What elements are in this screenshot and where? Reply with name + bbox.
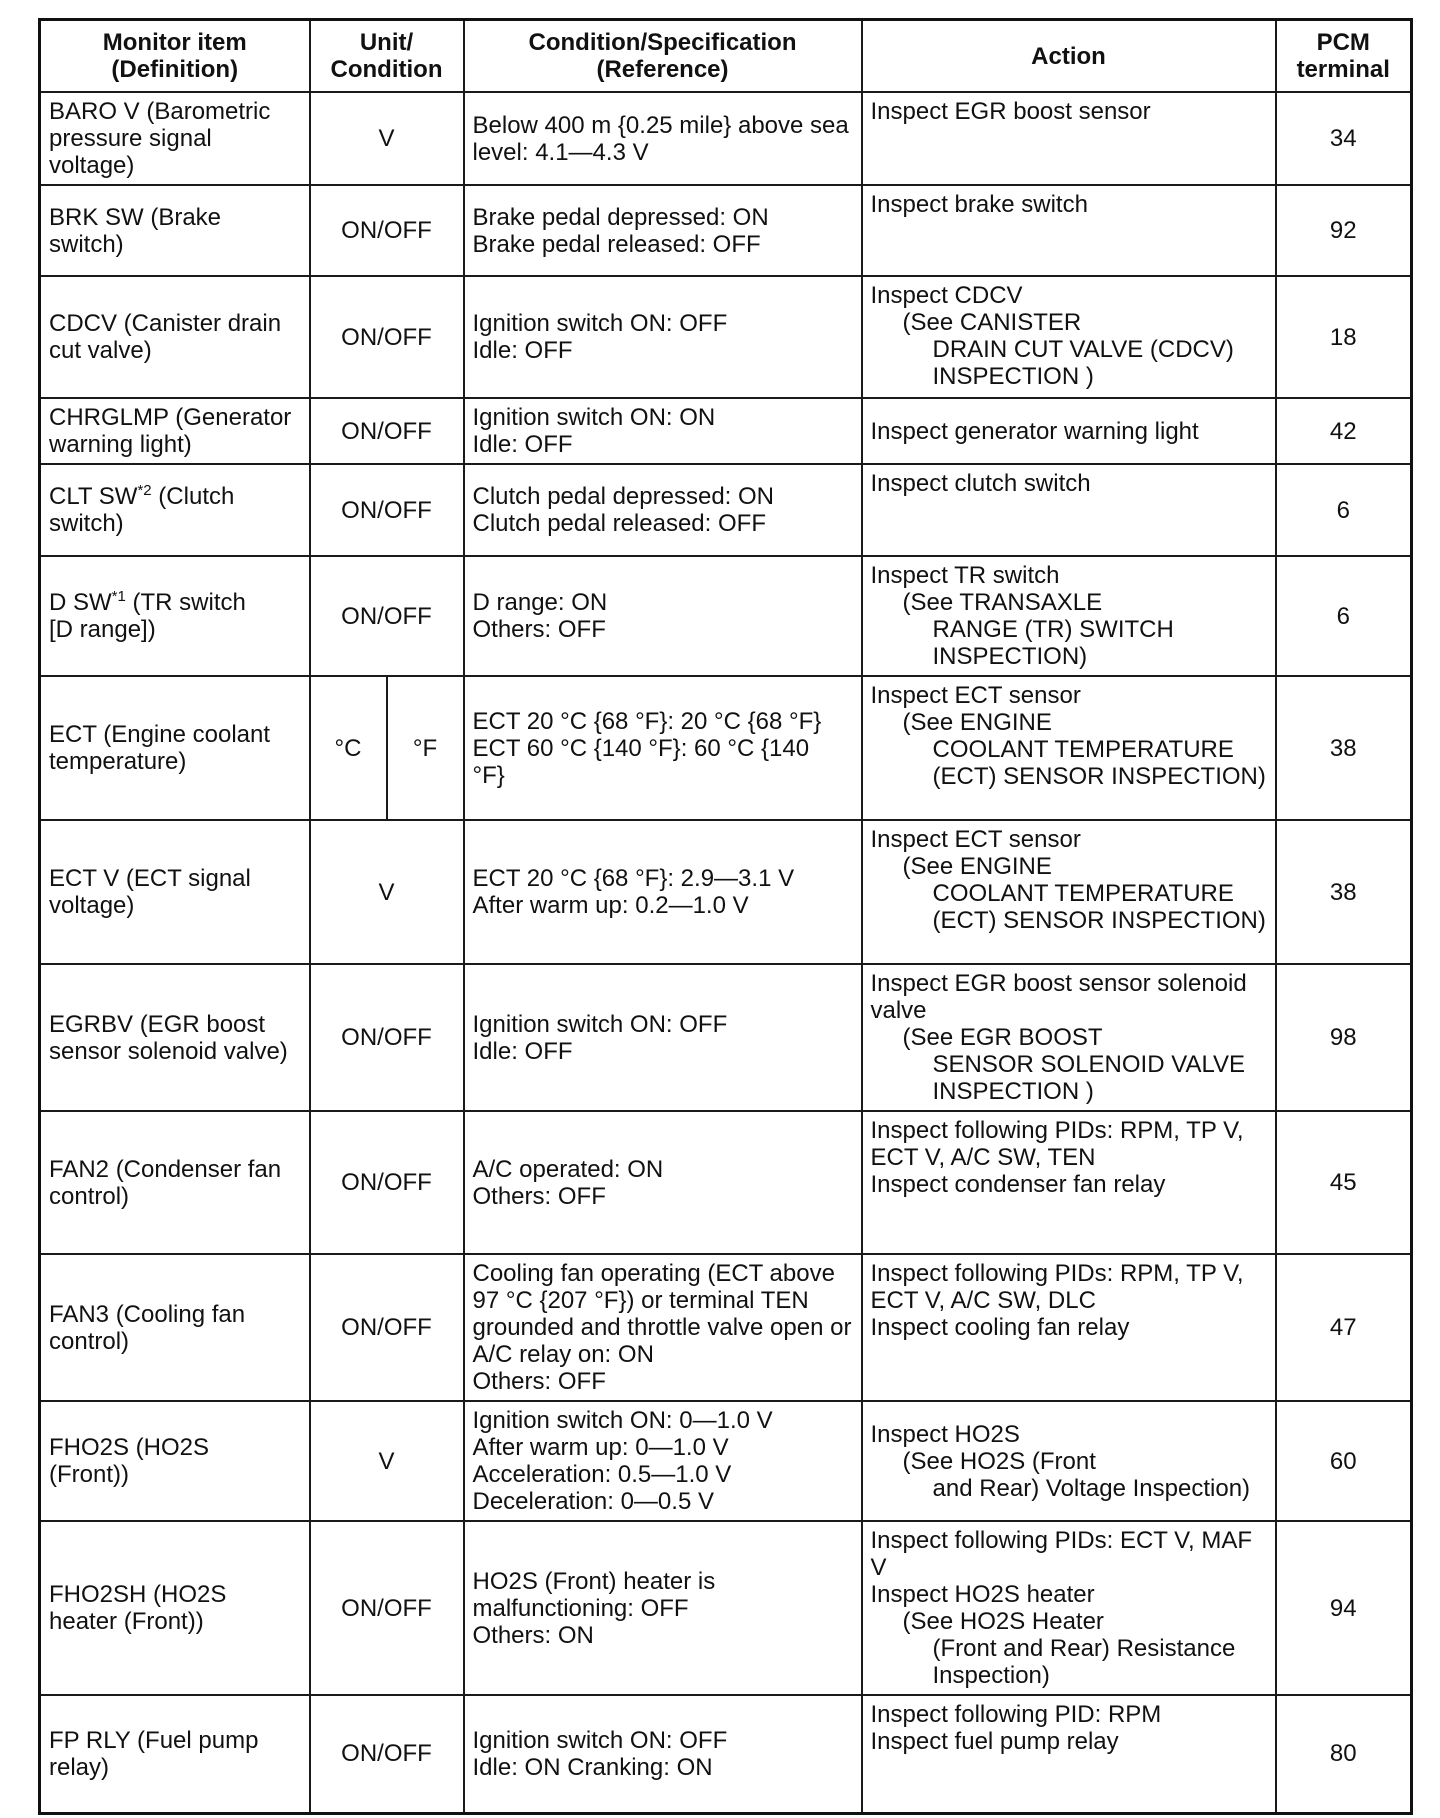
action-cell: Inspect EGR boost sensor solenoid valve (See EGR BOOST SENSOR SOLENOID VALVE INSPECTION ) <box>862 964 1276 1111</box>
unit-cell: V <box>310 92 464 185</box>
monitor-item-cell: CHRGLMP (Generator warning light) <box>40 398 310 464</box>
condition-cell: Cooling fan operating (ECT above 97 °C {207 °F}) or terminal TEN grounded and throttle valve open or A/C relay on: ON Others: OFF <box>464 1254 862 1401</box>
pcm-terminal-cell: 80 <box>1276 1695 1412 1813</box>
monitor-item-cell: EGRBV (EGR boost sensor solenoid valve) <box>40 964 310 1111</box>
action-cell: Inspect ECT sensor (See ENGINE COOLANT TEMPERATURE (ECT) SENSOR INSPECTION) <box>862 820 1276 964</box>
condition-cell: Ignition switch ON: OFF Idle: ON Cranking: ON <box>464 1695 862 1813</box>
monitor-item-table <box>38 18 1413 1815</box>
table-row <box>40 185 1412 276</box>
condition-cell: ECT 20 °C {68 °F}: 20 °C {68 °F} ECT 60 °C {140 °F}: 60 °C {140 °F} <box>464 676 862 820</box>
header-monitor-item: Monitor item (Definition) <box>40 20 310 93</box>
pcm-terminal-cell: 47 <box>1276 1254 1412 1401</box>
pcm-terminal-cell: 94 <box>1276 1521 1412 1695</box>
condition-cell: Ignition switch ON: OFF Idle: OFF <box>464 276 862 398</box>
header-condition-specification: Condition/Specification (Reference) <box>464 20 862 93</box>
unit-cell: V <box>310 820 464 964</box>
action-cell: Inspect following PID: RPM Inspect fuel pump relay <box>862 1695 1276 1813</box>
monitor-item-cell: FHO2SH (HO2S heater (Front)) <box>40 1521 310 1695</box>
unit-celsius-cell: °C <box>310 676 387 820</box>
header-pcm-terminal: PCM terminal <box>1276 20 1412 93</box>
table-row <box>40 92 1412 185</box>
action-cell: Inspect clutch switch <box>862 464 1276 556</box>
pcm-terminal-cell: 92 <box>1276 185 1412 276</box>
condition-cell: HO2S (Front) heater is malfunctioning: OFF Others: ON <box>464 1521 862 1695</box>
action-cell: Inspect generator warning light <box>862 398 1276 464</box>
condition-cell: Below 400 m {0.25 mile} above sea level: 4.1—4.3 V <box>464 92 862 185</box>
monitor-item-cell: D SW$^{*1}$ (TR switch [D range]) <box>40 556 310 676</box>
condition-cell: Ignition switch ON: ON Idle: OFF <box>464 398 862 464</box>
pcm-terminal-cell: 98 <box>1276 964 1412 1111</box>
action-cell: Inspect EGR boost sensor <box>862 92 1276 185</box>
table-row <box>40 1111 1412 1254</box>
unit-cell: ON/OFF <box>310 398 464 464</box>
spec-page <box>38 18 1410 1815</box>
header-action: Action <box>862 20 1276 93</box>
table-row <box>40 1521 1412 1695</box>
action-cell: Inspect CDCV (See CANISTER DRAIN CUT VALVE (CDCV) INSPECTION ) <box>862 276 1276 398</box>
unit-cell: V <box>310 1401 464 1521</box>
header-row <box>40 20 1412 93</box>
table-row <box>40 398 1412 464</box>
unit-cell: ON/OFF <box>310 1111 464 1254</box>
unit-cell: ON/OFF <box>310 1254 464 1401</box>
monitor-item-cell: ECT (Engine coolant temperature) <box>40 676 310 820</box>
pcm-terminal-cell: 60 <box>1276 1401 1412 1521</box>
monitor-item-cell: FAN3 (Cooling fan control) <box>40 1254 310 1401</box>
condition-cell: Ignition switch ON: OFF Idle: OFF <box>464 964 862 1111</box>
pcm-terminal-cell: 45 <box>1276 1111 1412 1254</box>
condition-cell: Ignition switch ON: 0—1.0 V After warm up: 0—1.0 V Acceleration: 0.5—1.0 V Deceleration: 0—0.5 V <box>464 1401 862 1521</box>
monitor-item-cell: CLT SW$^{*2}$ (Clutch switch) <box>40 464 310 556</box>
pcm-terminal-cell: 42 <box>1276 398 1412 464</box>
pcm-terminal-cell: 38 <box>1276 820 1412 964</box>
condition-cell: A/C operated: ON Others: OFF <box>464 1111 862 1254</box>
condition-cell: ECT 20 °C {68 °F}: 2.9—3.1 V After warm up: 0.2—1.0 V <box>464 820 862 964</box>
condition-cell: Brake pedal depressed: ON Brake pedal released: OFF <box>464 185 862 276</box>
table-row <box>40 464 1412 556</box>
condition-cell: D range: ON Others: OFF <box>464 556 862 676</box>
pcm-terminal-cell: 38 <box>1276 676 1412 820</box>
table-row <box>40 1401 1412 1521</box>
unit-cell: ON/OFF <box>310 185 464 276</box>
monitor-item-cell: BRK SW (Brake switch) <box>40 185 310 276</box>
condition-cell: Clutch pedal depressed: ON Clutch pedal released: OFF <box>464 464 862 556</box>
monitor-item-cell: FHO2S (HO2S (Front)) <box>40 1401 310 1521</box>
unit-cell: ON/OFF <box>310 556 464 676</box>
action-cell: Inspect following PIDs: RPM, TP V, ECT V, A/C SW, TEN Inspect condenser fan relay <box>862 1111 1276 1254</box>
action-cell: Inspect TR switch (See TRANSAXLE RANGE (TR) SWITCH INSPECTION) <box>862 556 1276 676</box>
unit-cell: ON/OFF <box>310 1695 464 1813</box>
action-cell: Inspect following PIDs: RPM, TP V, ECT V, A/C SW, DLC Inspect cooling fan relay <box>862 1254 1276 1401</box>
monitor-item-cell: CDCV (Canister drain cut valve) <box>40 276 310 398</box>
pcm-terminal-cell: 6 <box>1276 556 1412 676</box>
monitor-item-cell: FAN2 (Condenser fan control) <box>40 1111 310 1254</box>
unit-cell: ON/OFF <box>310 964 464 1111</box>
action-cell: Inspect following PIDs: ECT V, MAF V Inspect HO2S heater (See HO2S Heater (Front and Rear) Resistance Inspection) <box>862 1521 1276 1695</box>
unit-cell: ON/OFF <box>310 276 464 398</box>
monitor-item-cell: ECT V (ECT signal voltage) <box>40 820 310 964</box>
pcm-terminal-cell: 6 <box>1276 464 1412 556</box>
unit-cell: ON/OFF <box>310 464 464 556</box>
table-row <box>40 676 1412 820</box>
table-row <box>40 556 1412 676</box>
pcm-terminal-cell: 34 <box>1276 92 1412 185</box>
monitor-item-cell: BARO V (Barometric pressure signal voltage) <box>40 92 310 185</box>
action-cell: Inspect ECT sensor (See ENGINE COOLANT TEMPERATURE (ECT) SENSOR INSPECTION) <box>862 676 1276 820</box>
pcm-terminal-cell: 18 <box>1276 276 1412 398</box>
table-row <box>40 1695 1412 1813</box>
action-cell: Inspect HO2S (See HO2S (Front and Rear) Voltage Inspection) <box>862 1401 1276 1521</box>
header-unit-condition: Unit/ Condition <box>310 20 464 93</box>
table-row <box>40 964 1412 1111</box>
table-row <box>40 276 1412 398</box>
table-row <box>40 1254 1412 1401</box>
unit-cell: ON/OFF <box>310 1521 464 1695</box>
unit-fahrenheit-cell: °F <box>387 676 464 820</box>
monitor-item-cell: FP RLY (Fuel pump relay) <box>40 1695 310 1813</box>
action-cell: Inspect brake switch <box>862 185 1276 276</box>
table-row <box>40 820 1412 964</box>
